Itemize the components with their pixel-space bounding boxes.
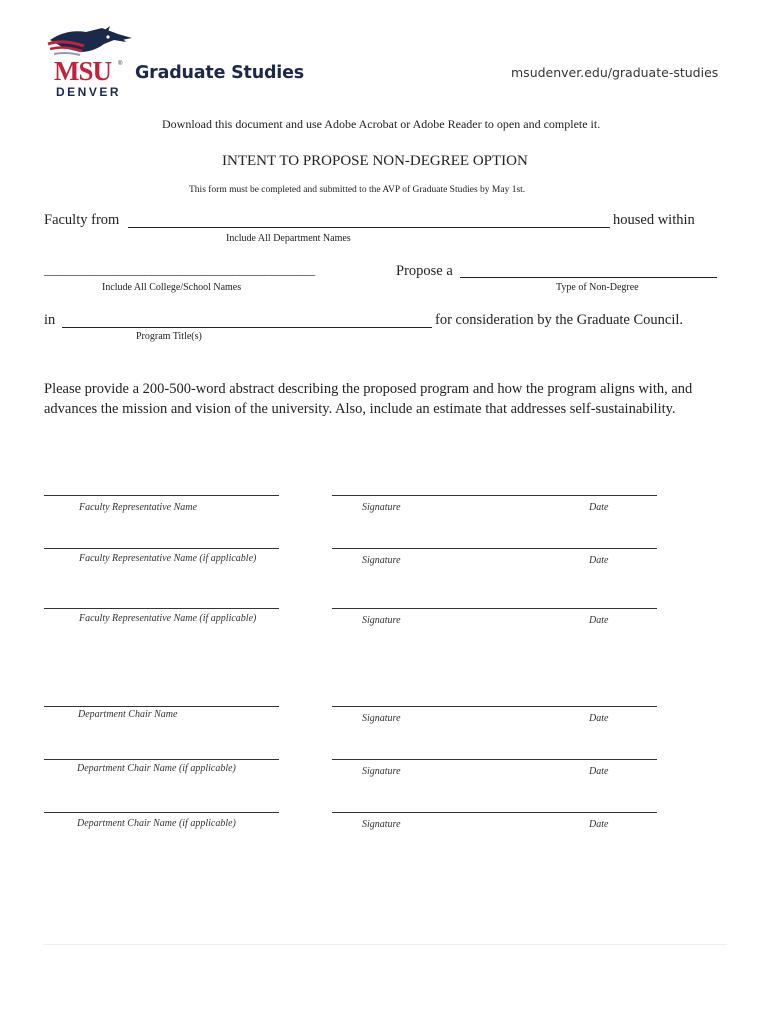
signature-date-line[interactable] bbox=[332, 759, 657, 760]
program-title-hint: Program Title(s) bbox=[136, 331, 202, 342]
name-label: Faculty Representative Name (if applicable) bbox=[79, 613, 257, 624]
name-line[interactable] bbox=[44, 495, 279, 496]
in-label: in bbox=[44, 312, 56, 328]
propose-label: Propose a bbox=[396, 263, 453, 279]
name-label: Department Chair Name (if applicable) bbox=[77, 763, 236, 774]
date-label: Date bbox=[589, 766, 609, 777]
name-line[interactable] bbox=[44, 548, 279, 549]
signature-label: Signature bbox=[362, 713, 401, 724]
college-names-hint: Include All College/School Names bbox=[102, 282, 242, 293]
faculty-from-label: Faculty from bbox=[44, 212, 120, 228]
signature-label: Signature bbox=[362, 819, 401, 830]
logo-subtext: DENVER bbox=[56, 85, 122, 99]
date-label: Date bbox=[589, 819, 609, 830]
form-title: INTENT TO PROPOSE NON-DEGREE OPTION bbox=[222, 153, 528, 169]
signature-date-line[interactable] bbox=[332, 495, 657, 496]
name-label: Department Chair Name bbox=[78, 709, 178, 720]
signature-date-line[interactable] bbox=[332, 548, 657, 549]
program-title-field[interactable] bbox=[62, 327, 432, 328]
name-label: Faculty Representative Name bbox=[79, 502, 197, 513]
signature-date-line[interactable] bbox=[332, 706, 657, 707]
trademark-mark: ® bbox=[118, 61, 123, 67]
housed-within-label: housed within bbox=[613, 212, 695, 228]
signature-label: Signature bbox=[362, 502, 401, 513]
name-label: Department Chair Name (if applicable) bbox=[77, 818, 236, 829]
non-degree-type-field[interactable] bbox=[460, 277, 717, 278]
faculty-from-field[interactable] bbox=[128, 227, 610, 228]
footer-rule bbox=[43, 944, 727, 945]
signature-label: Signature bbox=[362, 766, 401, 777]
type-hint: Type of Non-Degree bbox=[556, 282, 639, 293]
name-line[interactable] bbox=[44, 608, 279, 609]
signature-date-line[interactable] bbox=[332, 608, 657, 609]
instructions-text: Download this document and use Adobe Acrobat or Adobe Reader to open and complete it. bbox=[162, 117, 601, 131]
abstract-instructions: Please provide a 200-500-word abstract describing the proposed program and how the program aligns with, and advances the mission and vision of the university. Also, include an estimate that addresses self-sustainability. bbox=[44, 381, 693, 417]
date-label: Date bbox=[589, 615, 609, 626]
department-url: msudenver.edu/graduate-studies bbox=[511, 65, 719, 80]
date-label: Date bbox=[589, 713, 609, 724]
name-label: Faculty Representative Name (if applicable) bbox=[79, 553, 257, 564]
name-line[interactable] bbox=[44, 759, 279, 760]
college-names-field[interactable]: ___________________________________________ bbox=[44, 262, 315, 277]
signature-label: Signature bbox=[362, 615, 401, 626]
date-label: Date bbox=[589, 502, 609, 513]
name-line[interactable] bbox=[44, 706, 279, 707]
name-line[interactable] bbox=[44, 812, 279, 813]
logo-text: MSU bbox=[54, 56, 111, 86]
date-label: Date bbox=[589, 555, 609, 566]
signature-date-line[interactable] bbox=[332, 812, 657, 813]
consideration-label: for consideration by the Graduate Council. bbox=[435, 312, 684, 328]
department-name: Graduate Studies bbox=[135, 63, 304, 83]
department-names-hint: Include All Department Names bbox=[226, 233, 351, 244]
signature-label: Signature bbox=[362, 555, 401, 566]
form-subtitle: This form must be completed and submitted to the AVP of Graduate Studies by May 1st. bbox=[189, 185, 526, 195]
